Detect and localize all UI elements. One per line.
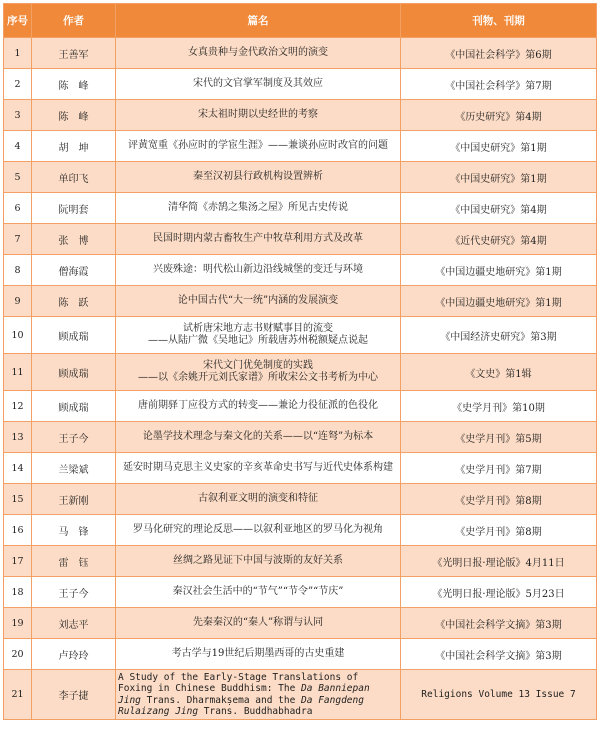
row-number: 5 [4,162,32,193]
row-number: 15 [4,484,32,515]
row-title: 评黄宽重《孙应时的学宦生涯》——兼谈孙应时改官的问题 [116,131,401,162]
row-title: 女真贵种与金代政治文明的演变 [116,38,401,69]
row-number: 17 [4,546,32,577]
table-row [4,515,597,546]
header-journal: 刊物、刊期 [401,4,597,38]
row-title: 丝绸之路见证下中国与波斯的友好关系 [116,546,401,577]
table-row [4,38,597,69]
row-journal: 《中国史研究》第4期 [401,193,597,224]
row-author: 兰梁斌 [32,453,116,484]
row-author: 阮明套 [32,193,116,224]
row-number: 20 [4,639,32,670]
table-row [4,69,597,100]
table-row [4,639,597,670]
row-number: 12 [4,391,32,422]
row-title: 古叙利亚文明的演变和特征 [116,484,401,515]
title-part: Trans. Dharmakṣema and the [140,694,302,706]
row-number: 4 [4,131,32,162]
table-row [4,193,597,224]
table-row [4,577,597,608]
row-title: 延安时期马克思主义史家的辛亥革命史书写与近代史体系构建 [116,453,401,484]
row-author: 顾成瑞 [32,354,116,391]
table-row [4,100,597,131]
row-author: 陈 峰 [32,100,116,131]
row-title: 罗马化研究的理论反思——以叙利亚地区的罗马化为视角 [116,515,401,546]
title-part: A Study of the Early-Stage Translations of Foxing in Chinese Buddhism: The [118,671,359,695]
row-author: 王子今 [32,422,116,453]
row-author: 李子捷 [32,670,116,720]
row-author: 陈 跃 [32,286,116,317]
row-journal: 《光明日报·理论版》4月11日 [401,546,597,577]
row-title: 民国时期内蒙古畜牧生产中牧草利用方式及改革 [116,224,401,255]
row-author: 马 锋 [32,515,116,546]
row-author: 刘志平 [32,608,116,639]
title-part-italic: Da Banniepan Jing [118,683,370,706]
table-row [4,453,597,484]
header-no: 序号 [4,4,32,38]
row-author: 胡 坤 [32,131,116,162]
row-author: 王子今 [32,577,116,608]
row-journal: 《中国社会科学文摘》第3期 [401,608,597,639]
row-number: 11 [4,354,32,391]
title-part: Trans. Buddhabhadra [198,705,313,717]
row-title: 论墨学技术理念与秦文化的关系——以“连弩”为标本 [116,422,401,453]
table-row [4,608,597,639]
row-journal: 《中国社会科学》第7期 [401,69,597,100]
row-journal: 《中国经济史研究》第3期 [401,317,597,354]
row-journal: 《史学月刊》第8期 [401,484,597,515]
row-number: 10 [4,317,32,354]
row-journal: 《中国史研究》第1期 [401,162,597,193]
row-title: 论中国古代“大一统”内涵的发展演变 [116,286,401,317]
table-row [4,670,597,720]
row-journal: 《中国社会科学》第6期 [401,38,597,69]
row-journal: 《中国边疆史地研究》第1期 [401,255,597,286]
row-author: 陈 峰 [32,69,116,100]
row-author: 僧海霞 [32,255,116,286]
row-title: 宋代的文官掌军制度及其效应 [116,69,401,100]
table-row [4,255,597,286]
row-title: 先秦秦汉的“秦人”称谓与认同 [116,608,401,639]
row-number: 16 [4,515,32,546]
row-number: 2 [4,69,32,100]
row-number: 7 [4,224,32,255]
row-journal: 《文史》第1辑 [401,354,597,391]
row-number: 8 [4,255,32,286]
table-row [4,286,597,317]
table-row [4,354,597,391]
row-author: 王善军 [32,38,116,69]
row-number: 1 [4,38,32,69]
row-number: 13 [4,422,32,453]
table-row [4,317,597,354]
row-journal: 《史学月刊》第7期 [401,453,597,484]
row-number: 6 [4,193,32,224]
row-journal: Religions Volume 13 Issue 7 [401,670,597,720]
row-title: 宋代文门优免制度的实践 ——以《余姚开元刘氏家谱》所收宋公文书考析为中心 [116,354,401,391]
row-number: 3 [4,100,32,131]
header-title: 篇名 [116,4,401,38]
row-title [116,670,401,720]
row-journal: 《光明日报·理论版》5月23日 [401,577,597,608]
row-journal: 《中国社会科学文摘》第3期 [401,639,597,670]
row-title: 试析唐宋地方志书财赋事目的流变 ——从陆广微《吴地记》所载唐苏州税额疑点说起 [116,317,401,354]
row-number: 19 [4,608,32,639]
row-title: 兴废殊途：明代松山新边沿线城堡的变迁与环境 [116,255,401,286]
row-author: 顾成瑞 [32,317,116,354]
title-part-italic: Da Fangdeng Rulaizang Jing [118,694,364,717]
table-row [4,131,597,162]
header-author: 作者 [32,4,116,38]
row-author: 顾成瑞 [32,391,116,422]
row-title: 宋太祖时期以史经世的考察 [116,100,401,131]
row-journal: 《史学月刊》第5期 [401,422,597,453]
row-journal: 《史学月刊》第8期 [401,515,597,546]
table-row [4,391,597,422]
row-author: 单印飞 [32,162,116,193]
row-journal: 《历史研究》第4期 [401,100,597,131]
table-header-row [4,4,597,38]
table-row [4,484,597,515]
row-title: 秦至汉初县行政机构设置辨析 [116,162,401,193]
row-title: 清华简《赤鹄之集汤之屋》所见古史传说 [116,193,401,224]
row-author: 张 博 [32,224,116,255]
row-journal: 《近代史研究》第4期 [401,224,597,255]
row-journal: 《中国史研究》第1期 [401,131,597,162]
row-journal: 《中国边疆史地研究》第1期 [401,286,597,317]
row-title: 唐前期驿丁应役方式的转变——兼论力役征派的色役化 [116,391,401,422]
table-row [4,546,597,577]
table-row [4,162,597,193]
row-author: 卢玲玲 [32,639,116,670]
row-author: 雷 钰 [32,546,116,577]
row-author: 王新刚 [32,484,116,515]
row-journal: 《史学月刊》第10期 [401,391,597,422]
row-number: 21 [4,670,32,720]
table-row [4,422,597,453]
row-title: 考古学与19世纪后期墨西哥的古史重建 [116,639,401,670]
row-title: 秦汉社会生活中的“节气”“节令”“节庆” [116,577,401,608]
publication-table [3,3,597,720]
row-number: 14 [4,453,32,484]
row-number: 9 [4,286,32,317]
table-row [4,224,597,255]
row-number: 18 [4,577,32,608]
